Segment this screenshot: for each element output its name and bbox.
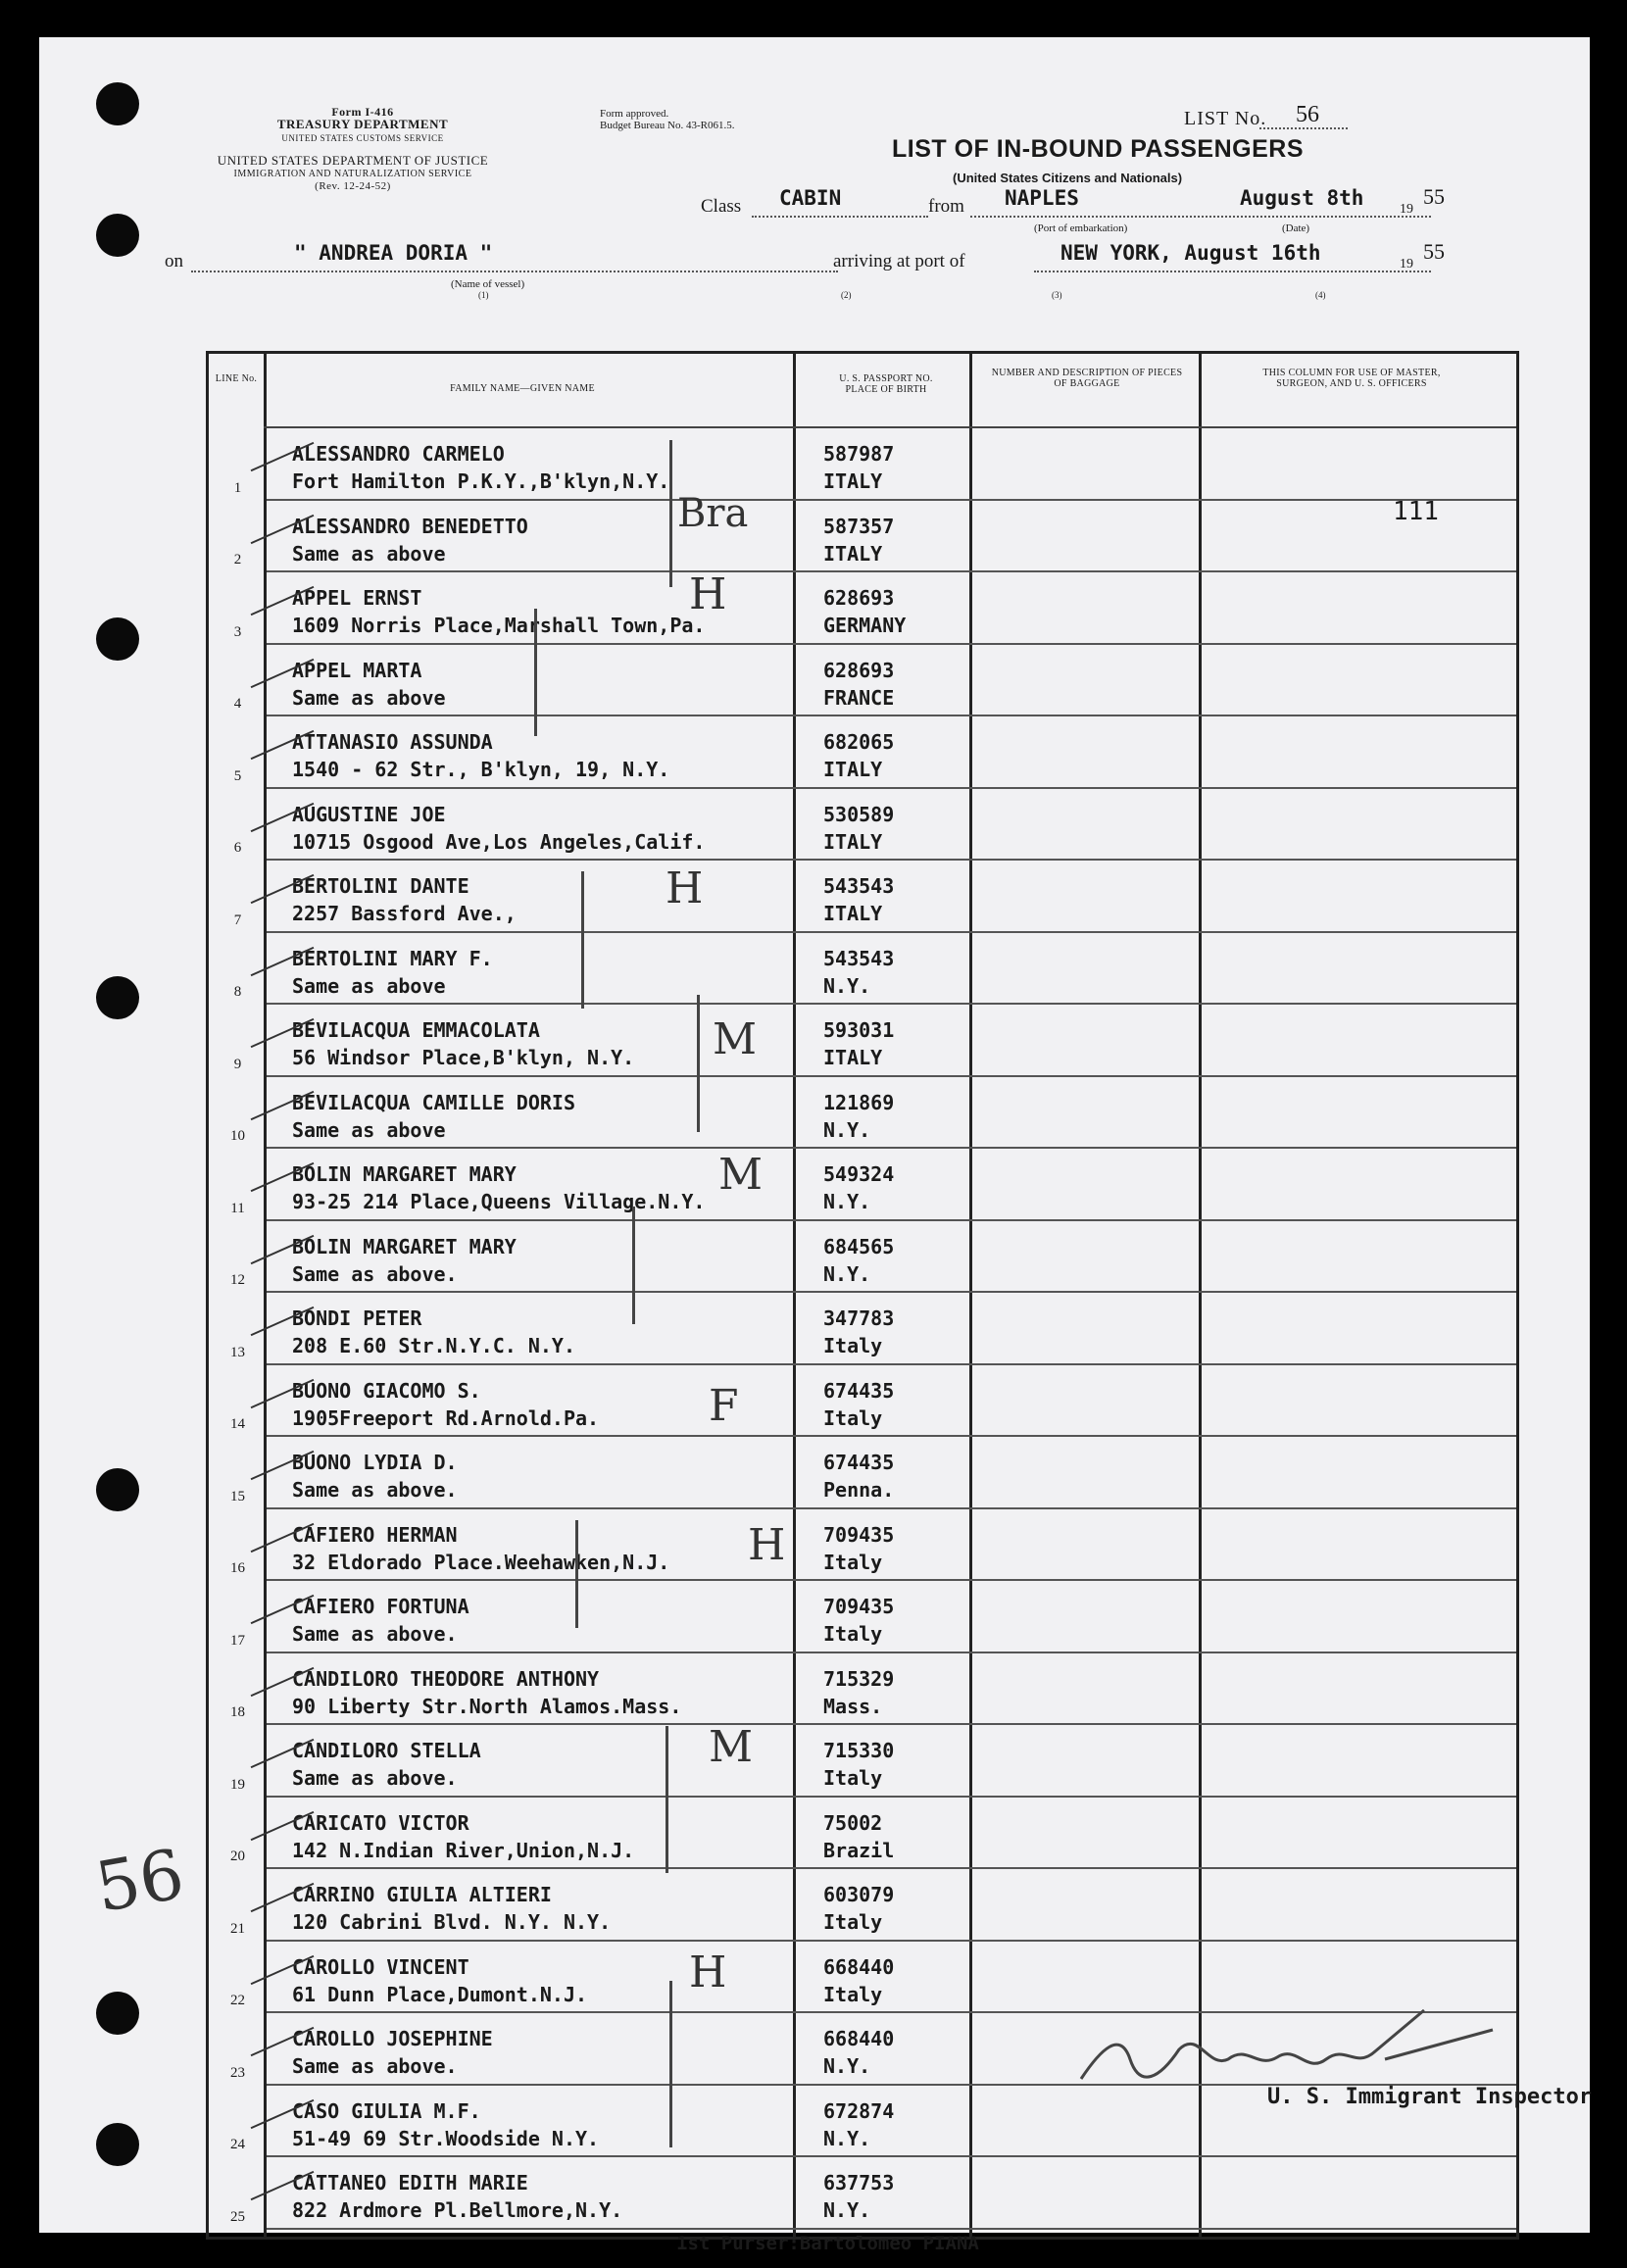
passport-number: 628693 bbox=[823, 658, 895, 682]
line-number: 23 bbox=[230, 2064, 245, 2081]
hand-mark-h: H bbox=[689, 569, 727, 619]
passenger-address: Fort Hamilton P.K.Y.,B'klyn,N.Y. bbox=[292, 469, 670, 493]
place-of-birth: ITALY bbox=[823, 758, 883, 781]
hand-bracket bbox=[669, 1981, 672, 2147]
place-of-birth: N.Y. bbox=[823, 973, 871, 998]
passenger-address: 90 Liberty Str.North Alamos.Mass. bbox=[292, 1694, 682, 1718]
place-of-birth: Italy bbox=[823, 1910, 883, 1934]
passport-number: 668440 bbox=[823, 1954, 895, 1979]
passenger-name: APPEL ERNST bbox=[292, 586, 422, 610]
page-subtitle: (United States Citizens and Nationals) bbox=[953, 171, 1183, 185]
hand-mark-m: M bbox=[713, 1014, 758, 1064]
list-number-label: LIST No. bbox=[1184, 108, 1267, 129]
place-of-birth: ITALY bbox=[823, 1046, 883, 1069]
line-number: 25 bbox=[230, 2208, 245, 2225]
from-line bbox=[970, 216, 1431, 218]
place-of-birth: N.Y. bbox=[823, 1117, 871, 1142]
header-officers: THIS COLUMN FOR USE OF MASTER, SURGEON, AND U. S. OFFICERS bbox=[1262, 368, 1441, 389]
punch-hole bbox=[96, 1992, 139, 2035]
passport-number: 709435 bbox=[823, 1522, 895, 1547]
punch-hole bbox=[96, 617, 139, 661]
passport-number: 668440 bbox=[823, 2027, 895, 2050]
header-passport: U. S. PASSPORT NO. PLACE OF BIRTH bbox=[839, 373, 933, 395]
table-row bbox=[209, 1077, 1516, 1150]
line-number: 2 bbox=[233, 552, 242, 567]
passenger-address: Same as above. bbox=[292, 1478, 458, 1502]
arrival-port-date: NEW YORK, August 16th bbox=[1060, 241, 1321, 265]
punch-hole bbox=[96, 214, 139, 257]
table-row bbox=[209, 933, 1516, 1006]
line-number: 10 bbox=[230, 1128, 245, 1144]
on-label: on bbox=[165, 251, 183, 271]
passenger-name: BERTOLINI DANTE bbox=[292, 874, 469, 898]
class-value: CABIN bbox=[779, 186, 842, 210]
hand-bracket bbox=[697, 995, 700, 1132]
place-of-birth: ITALY bbox=[823, 541, 883, 566]
passenger-name: CARICATO VICTOR bbox=[292, 1810, 469, 1835]
table-row bbox=[209, 501, 1516, 573]
purser-line: 1st Purser:Bartolomeo PIANA bbox=[676, 2233, 979, 2254]
passenger-name: BOLIN MARGARET MARY bbox=[292, 1234, 517, 1258]
passport-number: 530589 bbox=[823, 802, 895, 826]
department-of-justice: UNITED STATES DEPARTMENT OF JUSTICE bbox=[217, 153, 489, 168]
header-name: FAMILY NAME—GIVEN NAME bbox=[450, 383, 595, 394]
budget-bureau: Budget Bureau No. 43-R061.5. bbox=[600, 120, 735, 131]
line-number: 17 bbox=[230, 1632, 245, 1649]
year-prefix-1: 19 bbox=[1400, 202, 1413, 217]
line-number: 19 bbox=[230, 1776, 245, 1793]
ins-service: IMMIGRATION AND NATURALIZATION SERVICE bbox=[233, 169, 472, 179]
table-row bbox=[209, 716, 1516, 789]
passenger-address: 2257 Bassford Ave., bbox=[292, 902, 517, 925]
hand-mark-f: F bbox=[709, 1381, 739, 1431]
hand-mark-bra: Bra bbox=[677, 491, 749, 536]
line-number: 20 bbox=[230, 1849, 245, 1864]
passenger-address: 1609 Norris Place,Marshall Town,Pa. bbox=[292, 614, 706, 637]
passport-number: 682065 bbox=[823, 730, 895, 754]
passenger-name: BEVILACQUA CAMILLE DORIS bbox=[292, 1090, 575, 1114]
passenger-address: 56 Windsor Place,B'klyn, N.Y. bbox=[292, 1046, 635, 1069]
hand-bracket bbox=[632, 1207, 635, 1324]
arriving-label: arriving at port of bbox=[833, 251, 965, 271]
table-row bbox=[209, 2157, 1516, 2230]
passport-number: 674435 bbox=[823, 1378, 895, 1403]
col-number-1: (1) bbox=[478, 290, 489, 300]
passport-number: 543543 bbox=[823, 946, 895, 970]
place-of-birth: N.Y. bbox=[823, 2198, 871, 2222]
col-number-2: (2) bbox=[841, 290, 852, 300]
passport-number: 672874 bbox=[823, 2098, 895, 2123]
passenger-name: CAROLLO VINCENT bbox=[292, 1954, 469, 1979]
col-number-4: (4) bbox=[1315, 290, 1326, 300]
line-number: 5 bbox=[233, 767, 242, 784]
hand-mark-h: H bbox=[666, 863, 704, 913]
hand-bracket bbox=[581, 871, 584, 1009]
passenger-name: ALESSANDRO BENEDETTO bbox=[292, 514, 528, 538]
line-number: 16 bbox=[230, 1560, 245, 1576]
line-number: 6 bbox=[233, 840, 242, 856]
from-label: from bbox=[928, 196, 964, 217]
passenger-address: 32 Eldorado Place.Weehawken,N.J. bbox=[292, 1550, 670, 1574]
margin-number: 56 bbox=[89, 1833, 190, 1929]
vessel-line bbox=[191, 271, 838, 272]
arrival-line bbox=[1034, 271, 1431, 272]
class-line bbox=[752, 216, 928, 218]
passport-number: 593031 bbox=[823, 1018, 895, 1042]
passenger-name: CARRINO GIULIA ALTIERI bbox=[292, 1883, 552, 1906]
passenger-address: Same as above. bbox=[292, 1261, 458, 1286]
punch-hole bbox=[96, 976, 139, 1019]
vessel-caption: (Name of vessel) bbox=[451, 278, 525, 290]
table-row bbox=[209, 1581, 1516, 1653]
table-row bbox=[209, 572, 1516, 645]
passenger-address: 93-25 214 Place,Queens Village.N.Y. bbox=[292, 1190, 706, 1213]
passenger-name: AUGUSTINE JOE bbox=[292, 802, 446, 826]
table-row bbox=[209, 1293, 1516, 1365]
treasury-department: TREASURY DEPARTMENT bbox=[276, 117, 449, 131]
embark-year: 55 bbox=[1423, 184, 1445, 209]
line-number: 24 bbox=[230, 2137, 245, 2152]
passenger-name: BUONO GIACOMO S. bbox=[292, 1378, 481, 1403]
passenger-name: CANDILORO THEODORE ANTHONY bbox=[292, 1666, 600, 1691]
place-of-birth: Penna. bbox=[823, 1478, 895, 1502]
line-number: 8 bbox=[233, 984, 242, 1000]
passport-number: 603079 bbox=[823, 1883, 895, 1906]
table-row bbox=[209, 1725, 1516, 1798]
place-of-birth: Italy bbox=[823, 1405, 883, 1430]
passenger-name: ATTANASIO ASSUNDA bbox=[292, 730, 493, 754]
header-baggage: NUMBER AND DESCRIPTION OF PIECES OF BAGGAGE bbox=[991, 368, 1183, 389]
header-line-no: LINE No. bbox=[215, 373, 258, 384]
passenger-name: ALESSANDRO CARMELO bbox=[292, 442, 505, 466]
passenger-name: BOLIN MARGARET MARY bbox=[292, 1162, 517, 1186]
passenger-address: 208 E.60 Str.N.Y.C. N.Y. bbox=[292, 1334, 575, 1357]
form-number: Form I-416 bbox=[331, 105, 394, 119]
line-number: 12 bbox=[230, 1272, 245, 1288]
punch-hole bbox=[96, 2123, 139, 2166]
place-of-birth: Italy bbox=[823, 1334, 883, 1357]
place-of-birth: Italy bbox=[823, 1766, 883, 1790]
table-row bbox=[209, 1005, 1516, 1077]
hand-bracket bbox=[575, 1520, 578, 1628]
passport-number: 549324 bbox=[823, 1162, 895, 1186]
hand-mark-h: H bbox=[748, 1520, 786, 1570]
passport-number: 75002 bbox=[823, 1810, 883, 1835]
line-number: 13 bbox=[230, 1344, 245, 1360]
passenger-address: 822 Ardmore Pl.Bellmore,N.Y. bbox=[292, 2198, 623, 2222]
row-rule bbox=[267, 2228, 1516, 2230]
hand-mark-m: M bbox=[709, 1722, 754, 1772]
year-prefix-2: 19 bbox=[1400, 257, 1413, 271]
passenger-address: 120 Cabrini Blvd. N.Y. N.Y. bbox=[292, 1910, 612, 1934]
port-caption: (Port of embarkation) bbox=[1034, 222, 1128, 234]
line-number: 11 bbox=[230, 1200, 245, 1216]
place-of-birth: Italy bbox=[823, 1550, 883, 1574]
table-row bbox=[209, 861, 1516, 933]
line-number: 1 bbox=[233, 479, 242, 496]
line-number: 21 bbox=[230, 1920, 245, 1937]
line-number: 18 bbox=[230, 1704, 245, 1720]
passport-number: 347783 bbox=[823, 1307, 895, 1330]
table-row bbox=[209, 1509, 1516, 1582]
passenger-address: Same as above. bbox=[292, 1766, 458, 1790]
table-row bbox=[209, 428, 1516, 501]
hand-mark-h: H bbox=[689, 1948, 727, 1997]
passenger-address: Same as above bbox=[292, 541, 446, 566]
passenger-address: 1905Freeport Rd.Arnold.Pa. bbox=[292, 1405, 600, 1430]
table-row bbox=[209, 1437, 1516, 1509]
table-row bbox=[209, 1149, 1516, 1221]
passport-number: 628693 bbox=[823, 586, 895, 610]
passenger-name: CANDILORO STELLA bbox=[292, 1739, 481, 1762]
passenger-name: CAFIERO FORTUNA bbox=[292, 1595, 469, 1618]
passenger-name: BONDI PETER bbox=[292, 1307, 422, 1330]
line-number: 3 bbox=[233, 623, 242, 640]
line-number: 14 bbox=[230, 1416, 245, 1432]
passport-number: 637753 bbox=[823, 2171, 895, 2194]
page-title: LIST OF IN-BOUND PASSENGERS bbox=[892, 135, 1305, 163]
line-number: 9 bbox=[233, 1056, 242, 1072]
place-of-birth: N.Y. bbox=[823, 1261, 871, 1286]
passport-number: 543543 bbox=[823, 874, 895, 898]
place-of-birth: ITALY bbox=[823, 469, 883, 493]
table-row bbox=[209, 1869, 1516, 1942]
place-of-birth: N.Y. bbox=[823, 1190, 871, 1213]
passenger-address: Same as above bbox=[292, 685, 446, 710]
passenger-name: BEVILACQUA EMMACOLATA bbox=[292, 1018, 540, 1042]
passenger-address: 142 N.Indian River,Union,N.J. bbox=[292, 1838, 635, 1862]
table-row bbox=[209, 1365, 1516, 1438]
line-number: 15 bbox=[230, 1488, 245, 1504]
passport-number: 587987 bbox=[823, 442, 895, 466]
place-of-birth: N.Y. bbox=[823, 2126, 871, 2150]
passport-number: 709435 bbox=[823, 1595, 895, 1618]
place-of-birth: FRANCE bbox=[823, 685, 895, 710]
passenger-name: BERTOLINI MARY F. bbox=[292, 946, 493, 970]
class-label: Class bbox=[701, 196, 742, 217]
passenger-name: CASO GIULIA M.F. bbox=[292, 2098, 481, 2123]
arrival-year: 55 bbox=[1423, 239, 1445, 264]
place-of-birth: Mass. bbox=[823, 1694, 883, 1718]
place-of-birth: N.Y. bbox=[823, 2054, 871, 2078]
customs-service: UNITED STATES CUSTOMS SERVICE bbox=[281, 133, 444, 143]
table-row bbox=[209, 1221, 1516, 1294]
embark-date: August 8th bbox=[1240, 186, 1364, 210]
passenger-name: CAROLLO JOSEPHINE bbox=[292, 2027, 493, 2050]
place-of-birth: Brazil bbox=[823, 1838, 895, 1862]
passenger-name: CATTANEO EDITH MARIE bbox=[292, 2171, 528, 2194]
form-revision: (Rev. 12-24-52) bbox=[315, 180, 391, 192]
place-of-birth: Italy bbox=[823, 1622, 883, 1646]
col-number-3: (3) bbox=[1052, 290, 1062, 300]
officer-mark: 111 bbox=[1393, 497, 1439, 526]
passport-number: 715330 bbox=[823, 1739, 895, 1762]
hand-bracket bbox=[666, 1726, 668, 1873]
place-of-birth: Italy bbox=[823, 1982, 883, 2006]
passenger-name: CAFIERO HERMAN bbox=[292, 1522, 458, 1547]
date-caption: (Date) bbox=[1282, 222, 1310, 234]
form-approved: Form approved. bbox=[600, 108, 669, 120]
passport-number: 587357 bbox=[823, 514, 895, 538]
passenger-address: Same as above. bbox=[292, 2054, 458, 2078]
passenger-address: 10715 Osgood Ave,Los Angeles,Calif. bbox=[292, 829, 706, 854]
table-row bbox=[209, 1798, 1516, 1870]
passport-number: 674435 bbox=[823, 1451, 895, 1474]
passenger-table bbox=[206, 351, 1593, 2240]
hand-bracket bbox=[669, 440, 672, 587]
table-row bbox=[209, 1653, 1516, 1726]
place-of-birth: GERMANY bbox=[823, 614, 907, 637]
vessel-name: " ANDREA DORIA " bbox=[294, 241, 493, 265]
passenger-name: APPEL MARTA bbox=[292, 658, 422, 682]
line-number: 4 bbox=[233, 696, 242, 712]
passenger-address: 1540 - 62 Str., B'klyn, 19, N.Y. bbox=[292, 758, 670, 781]
passenger-address: 51-49 69 Str.Woodside N.Y. bbox=[292, 2126, 600, 2150]
passport-number: 684565 bbox=[823, 1234, 895, 1258]
manifest-page bbox=[39, 37, 1593, 2254]
passenger-name: BUONO LYDIA D. bbox=[292, 1451, 458, 1474]
hand-mark-m: M bbox=[718, 1150, 764, 1200]
passport-number: 715329 bbox=[823, 1666, 895, 1691]
place-of-birth: ITALY bbox=[823, 902, 883, 925]
passenger-address: 61 Dunn Place,Dumont.N.J. bbox=[292, 1982, 588, 2006]
line-number: 22 bbox=[230, 1993, 245, 2008]
table-row bbox=[209, 645, 1516, 717]
list-number: 56 bbox=[1296, 102, 1319, 127]
passenger-address: Same as above bbox=[292, 1117, 446, 1142]
embark-port: NAPLES bbox=[1005, 186, 1079, 210]
place-of-birth: ITALY bbox=[823, 829, 883, 854]
punch-hole bbox=[96, 82, 139, 125]
passport-number: 121869 bbox=[823, 1090, 895, 1114]
line-number: 7 bbox=[233, 912, 242, 928]
punch-hole bbox=[96, 1468, 139, 1511]
inspector-label: U. S. Immigrant Inspector bbox=[1267, 2085, 1593, 2109]
hand-bracket bbox=[534, 609, 537, 736]
passenger-address: Same as above. bbox=[292, 1622, 458, 1646]
table-row bbox=[209, 789, 1516, 862]
passenger-address: Same as above bbox=[292, 973, 446, 998]
